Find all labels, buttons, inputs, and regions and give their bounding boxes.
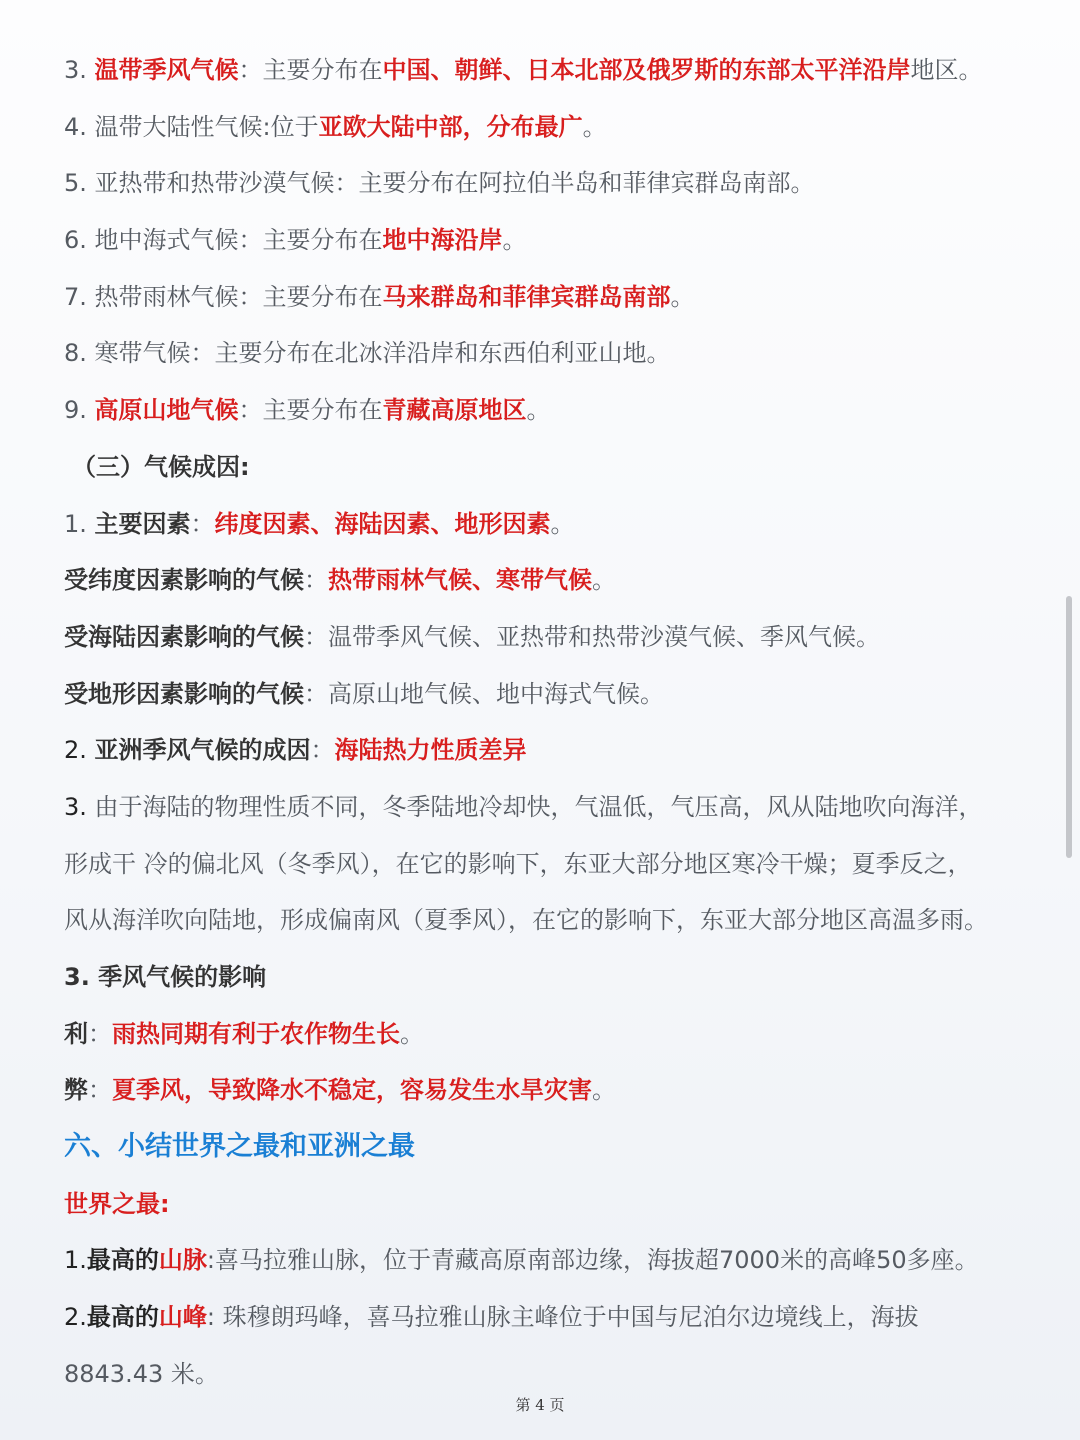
scrollbar-thumb[interactable] — [1066, 596, 1072, 858]
highest-peak-elevation-line: 8843.43 米。 — [64, 1360, 219, 1388]
paragraph-line-1: 3. 由于海陆的物理性质不同，冬季陆地冷却快，气温低，气压高，风从陆地吹向海洋， — [64, 793, 983, 821]
paragraph-line-2: 形成干 冷的偏北风（冬季风），在它的影响下，东亚大部分地区寒冷干燥；夏季反之， — [64, 850, 972, 878]
monsoon-drawback-line: 弊：夏季风，导致降水不稳定，容易发生水旱灾害。 — [64, 1076, 616, 1104]
terrain-factor-line: 受地形因素影响的气候：高原山地气候、地中海式气候。 — [64, 680, 664, 708]
climate-item-8: 8. 寒带气候：主要分布在北冰洋沿岸和东西伯利亚山地。 — [64, 339, 671, 367]
monsoon-cause-line: 2. 亚洲季风气候的成因：海陆热力性质差异 — [64, 736, 527, 764]
latitude-factor-line: 受纬度因素影响的气候：热带雨林气候、寒带气候。 — [64, 566, 616, 594]
land-sea-factor-line: 受海陆因素影响的气候：温带季风气候、亚热带和热带沙漠气候、季风气候。 — [64, 623, 880, 651]
climate-item-9: 9. 高原山地气候：主要分布在青藏高原地区。 — [64, 396, 551, 424]
paragraph-line-3: 风从海洋吹向陆地，形成偏南风（夏季风），在它的影响下，东亚大部分地区高温多雨。 — [64, 906, 988, 934]
cause-main-factors: 1. 主要因素：纬度因素、海陆因素、地形因素。 — [64, 510, 575, 538]
climate-item-3: 3. 温带季风气候：主要分布在中国、朝鲜、日本北部及俄罗斯的东部太平洋沿岸地区。 — [64, 56, 983, 84]
monsoon-benefit-line: 利：雨热同期有利于农作物生长。 — [64, 1020, 424, 1048]
highest-mountain-range-line: 1.最高的山脉:喜马拉雅山脉，位于青藏高原南部边缘，海拔超7000米的高峰50多座。 — [64, 1246, 979, 1274]
section-heading-world-records: 六、小结世界之最和亚洲之最 — [64, 1131, 415, 1162]
highest-peak-line: 2.最高的山峰: 珠穆朗玛峰，喜马拉雅山脉主峰位于中国与尼泊尔边境线上，海拔 — [64, 1303, 919, 1331]
climate-item-7: 7. 热带雨林气候：主要分布在马来群岛和菲律宾群岛南部。 — [64, 283, 695, 311]
climate-item-4: 4. 温带大陆性气候:位于亚欧大陆中部，分布最广。 — [64, 113, 607, 141]
climate-item-6: 6. 地中海式气候：主要分布在地中海沿岸。 — [64, 226, 527, 254]
page-number: 第 4 页 — [515, 1396, 565, 1414]
climate-item-5: 5. 亚热带和热带沙漠气候：主要分布在阿拉伯半岛和菲律宾群岛南部。 — [64, 169, 815, 197]
world-records-subheading: 世界之最: — [64, 1190, 170, 1218]
section-heading-climate-causes: （三）气候成因: — [72, 453, 250, 481]
monsoon-impact-heading: 3. 季风气候的影响 — [64, 963, 267, 991]
